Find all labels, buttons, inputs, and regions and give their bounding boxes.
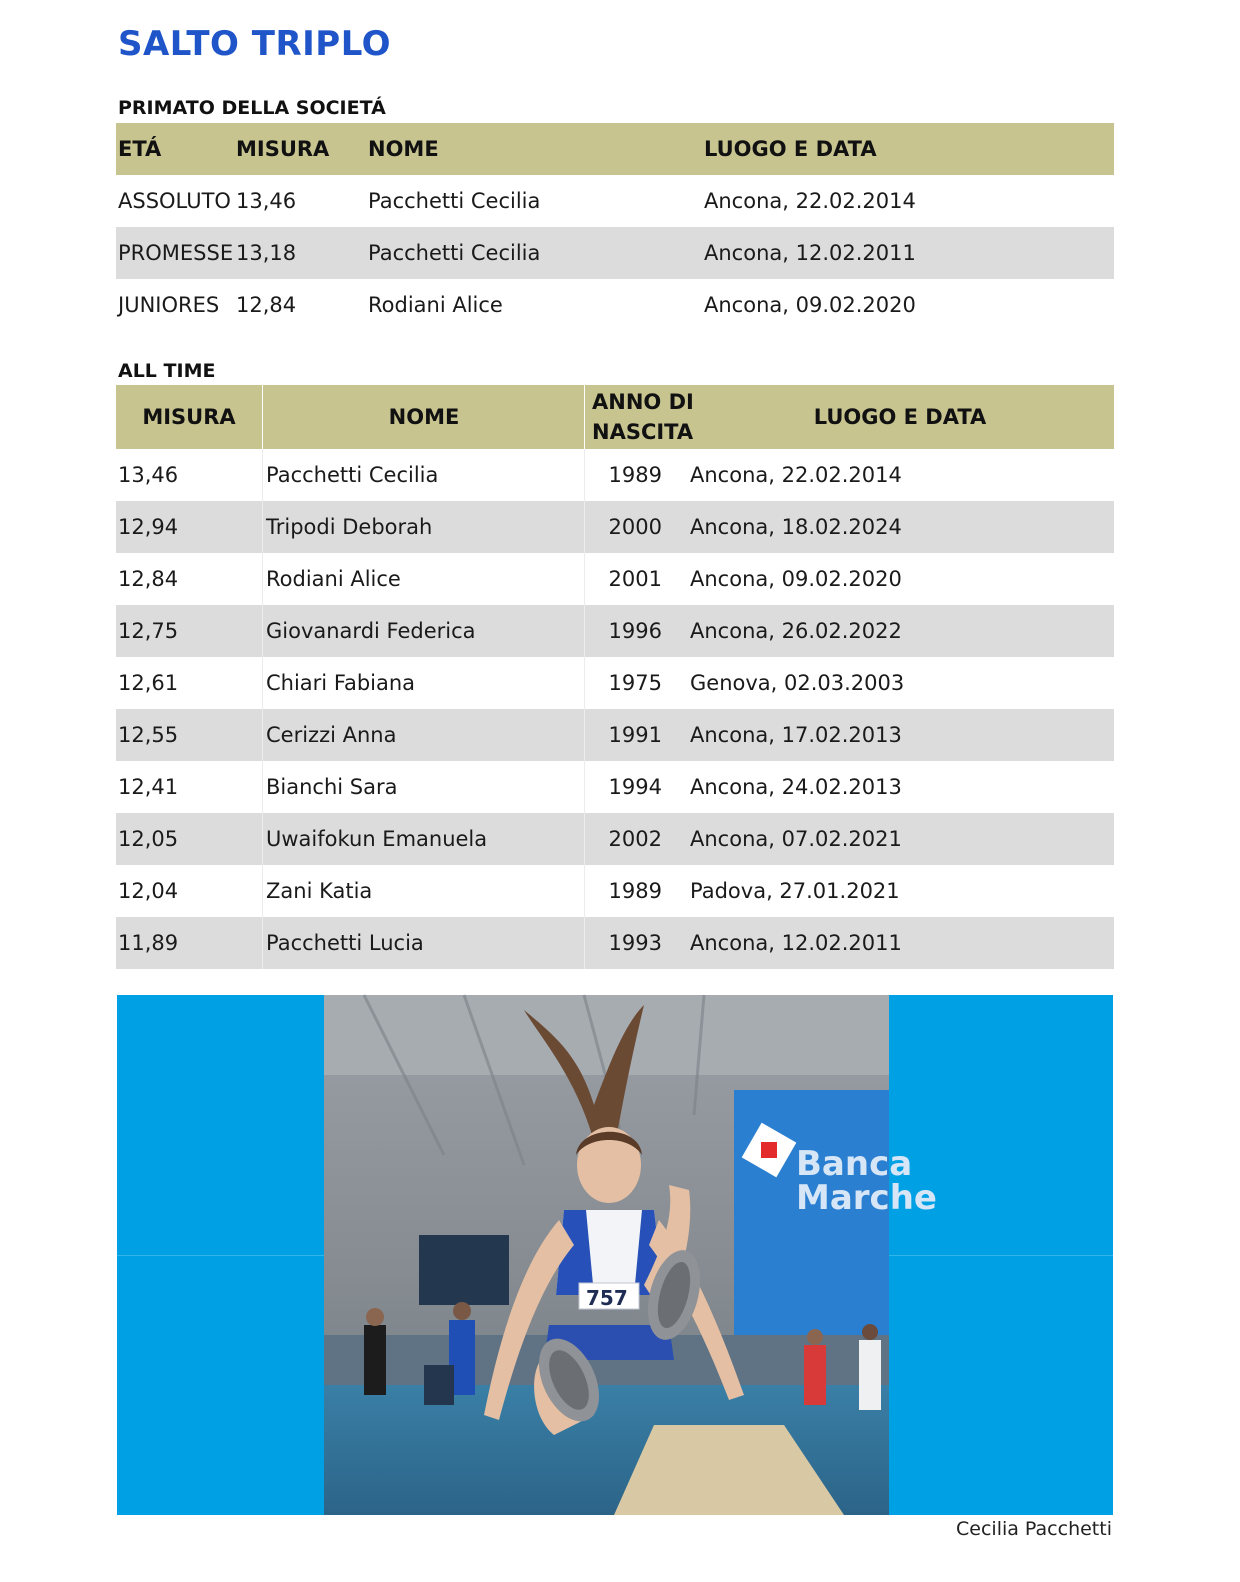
column-divider [584,917,585,969]
photo-caption: Cecilia Pacchetti [956,1518,1112,1540]
page-title: SALTO TRIPLO [118,24,392,64]
header-eta: ETÁ [118,137,162,161]
place-date: Padova, 27.01.2021 [690,879,900,903]
column-divider [262,917,263,969]
birth-year: 1989 [608,463,662,487]
column-divider [584,385,585,449]
column-divider [262,865,263,917]
measure: 12,61 [118,671,179,695]
athlete-name: Pacchetti Cecilia [368,189,541,213]
header-anno-nascita: ANNO DI NASCITA [592,390,694,444]
birth-year: 2000 [608,515,662,539]
table-row [116,709,1114,761]
column-divider [584,865,585,917]
bib-number: 757 [586,1286,628,1310]
measure: 13,46 [236,189,297,213]
measure: 12,84 [118,567,179,591]
birth-year: 1975 [608,671,662,695]
place-date: Ancona, 26.02.2022 [690,619,902,643]
column-divider [584,657,585,709]
age-category: JUNIORES [118,293,220,317]
column-divider [584,449,585,501]
measure: 12,55 [118,723,179,747]
table-row [116,605,1114,657]
place-date: Ancona, 12.02.2011 [690,931,902,955]
place-date: Ancona, 17.02.2013 [690,723,902,747]
society-record-label: PRIMATO DELLA SOCIETÁ [118,97,386,119]
header-misura: MISURA [142,405,236,429]
table-row [116,449,1114,501]
place-date: Ancona, 22.02.2014 [704,189,916,213]
column-divider [584,813,585,865]
place-date: Ancona, 24.02.2013 [690,775,902,799]
birth-year: 1991 [608,723,662,747]
banner-text-line1: Banca [796,1144,913,1184]
place-date: Ancona, 09.02.2020 [704,293,916,317]
athlete-name: Rodiani Alice [368,293,503,317]
header-luogo-data: LUOGO E DATA [813,405,987,429]
table-row [116,657,1114,709]
athlete-name: Pacchetti Cecilia [266,463,439,487]
column-divider [584,761,585,813]
table-row [116,865,1114,917]
place-date: Ancona, 18.02.2024 [690,515,902,539]
birth-year: 2002 [608,827,662,851]
athlete-name: Chiari Fabiana [266,671,416,695]
table-row [116,917,1114,969]
measure: 13,46 [118,463,179,487]
athlete-name: Pacchetti Lucia [266,931,424,955]
athlete-name: Tripodi Deborah [266,515,433,539]
header-misura: MISURA [236,137,330,161]
column-divider [262,385,263,449]
birth-year: 2001 [608,567,662,591]
measure: 11,89 [118,931,179,955]
birth-year: 1994 [608,775,662,799]
arena-ceiling [324,995,889,1075]
age-category: PROMESSE [118,241,234,265]
table-header-row [116,123,1114,175]
table-row [116,175,1114,227]
column-divider [262,813,263,865]
measure: 12,84 [236,293,297,317]
athlete-name: Uwaifokun Emanuela [266,827,488,851]
column-divider [584,553,585,605]
place-date: Ancona, 07.02.2021 [690,827,902,851]
column-divider [262,761,263,813]
table-header-row [116,385,1114,449]
birth-year: 1993 [608,931,662,955]
table-row [116,553,1114,605]
column-divider [262,657,263,709]
birth-year: 1989 [608,879,662,903]
athlete-photo [324,995,937,1515]
column-divider [262,709,263,761]
society-record-table [116,123,1114,331]
measure: 12,94 [118,515,179,539]
athlete-name: Bianchi Sara [266,775,398,799]
column-divider [584,605,585,657]
column-divider [584,709,585,761]
place-date: Genova, 02.03.2003 [690,671,905,695]
scoreboard-screen [419,1235,509,1305]
table-row [116,761,1114,813]
photo-background [117,995,1113,1515]
banner-text-line2: Marche [796,1178,937,1218]
measure: 12,75 [118,619,179,643]
athlete-name: Cerizzi Anna [266,723,397,747]
measure: 12,04 [118,879,179,903]
all-time-table [116,385,1114,969]
table-row [116,279,1114,331]
sponsor-logo-dot [761,1142,777,1158]
table-row [116,501,1114,553]
header-luogo-data: LUOGO E DATA [704,137,877,161]
athlete-name: Zani Katia [266,879,373,903]
column-divider [262,553,263,605]
column-divider [262,501,263,553]
athlete-name: Giovanardi Federica [266,619,476,643]
table-row [116,227,1114,279]
column-divider [262,449,263,501]
measure: 12,05 [118,827,179,851]
athlete-name: Pacchetti Cecilia [368,241,541,265]
header-nome: NOME [388,405,460,429]
table-row [116,813,1114,865]
place-date: Ancona, 09.02.2020 [690,567,902,591]
all-time-label: ALL TIME [118,360,216,382]
place-date: Ancona, 12.02.2011 [704,241,916,265]
measure: 13,18 [236,241,297,265]
column-divider [262,605,263,657]
place-date: Ancona, 22.02.2014 [690,463,902,487]
header-nome: NOME [368,137,439,161]
athlete-name: Rodiani Alice [266,567,401,591]
column-divider [584,501,585,553]
birth-year: 1996 [608,619,662,643]
age-category: ASSOLUTO [118,189,231,213]
measure: 12,41 [118,775,179,799]
